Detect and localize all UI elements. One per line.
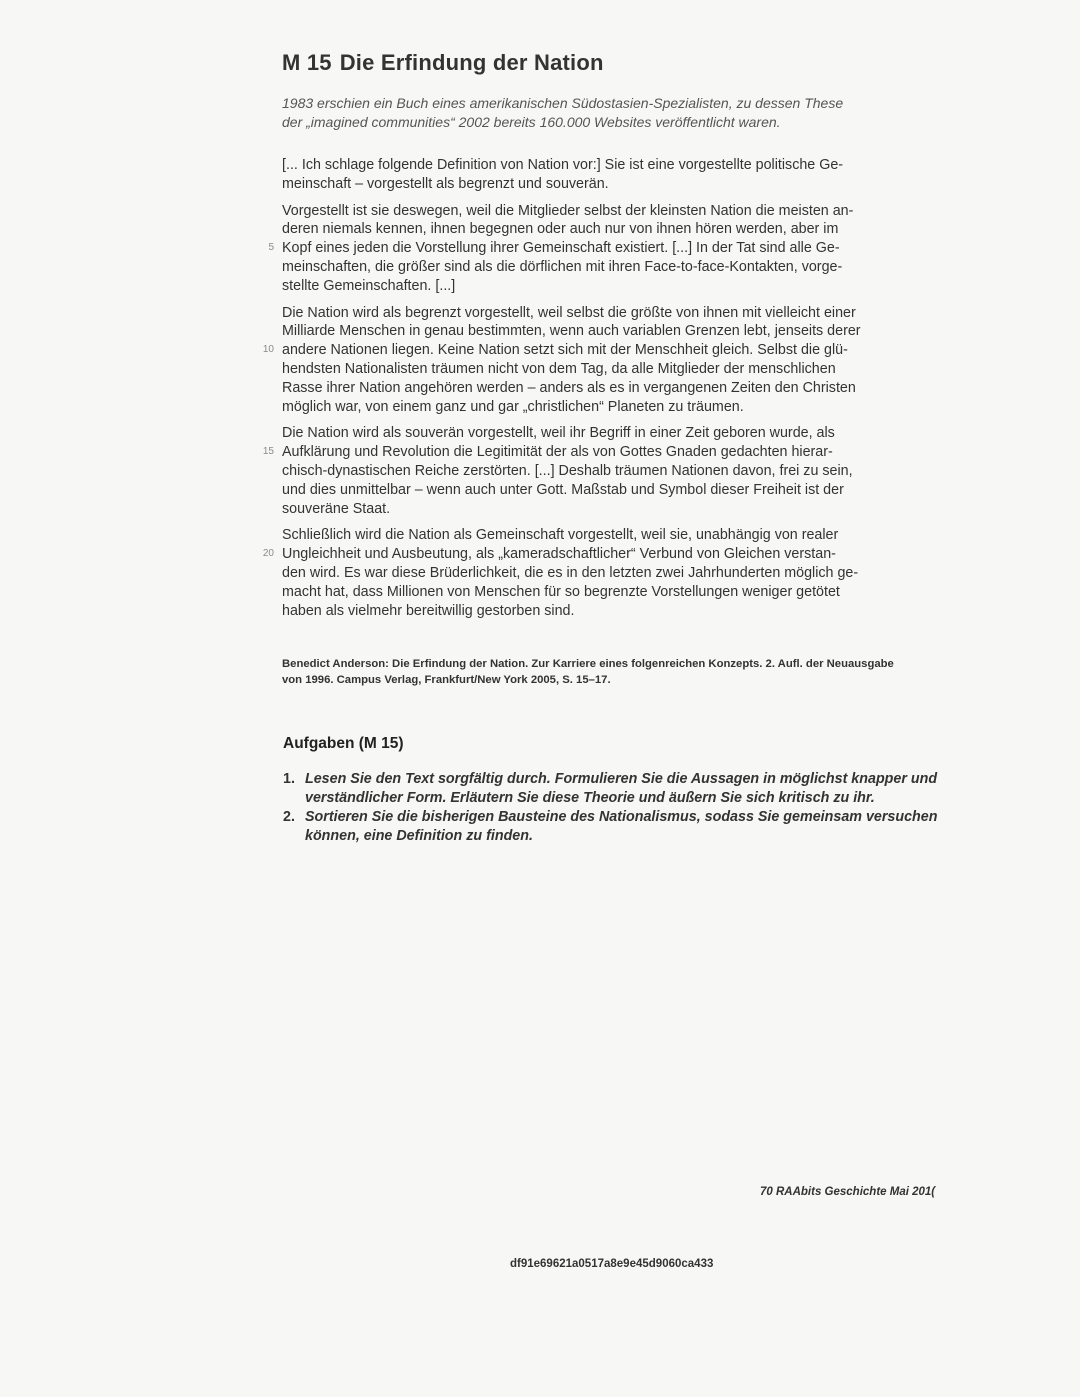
intro-line: der „imagined communities“ 2002 bereits 160.000 Websites veröffentlicht waren.	[282, 114, 781, 130]
text-line	[282, 156, 950, 175]
text-line	[282, 398, 950, 417]
line-text: [... Ich schlage folgende Definition von Nation vor:] Sie ist eine vorgestellte politische Ge-	[282, 157, 844, 173]
line-text: macht hat, dass Millionen von Menschen für so begrenzte Vorstellungen weniger getötet	[282, 583, 840, 600]
text-paragraph	[262, 304, 950, 417]
footer-reference: 70 RAAbits Geschichte Mai 201(	[760, 1186, 936, 1198]
line-number: 20	[262, 548, 274, 560]
line-text: Rasse ihrer Nation angehören werden – anders als es in vergangenen Zeiten den Christen	[282, 379, 856, 396]
text-line	[282, 500, 950, 519]
text-line	[262, 443, 950, 462]
text-paragraph	[262, 424, 950, 518]
text-line	[282, 322, 950, 341]
main-text	[262, 156, 950, 628]
text-line	[282, 379, 950, 398]
source-line: Benedict Anderson: Die Erfindung der Nation. Zur Karriere eines folgenreichen Konzepts. 2. Aufl. der Neuausgabe	[282, 658, 894, 670]
line-text: Milliarde Menschen in genau bestimmten, wenn auch variablen Grenzen lebt, jenseits derer	[282, 323, 861, 340]
text-line	[282, 564, 950, 583]
line-number: 10	[262, 344, 274, 356]
line-text: souveräne Staat.	[282, 500, 391, 517]
line-text: deren niemals kennen, ihnen begegnen oder auch nur von ihnen hören werden, aber im	[282, 221, 839, 238]
line-text: stellte Gemeinschaften. [...]	[282, 277, 456, 294]
text-line	[282, 277, 950, 296]
line-text: Ungleichheit und Ausbeutung, als „kameradschaftlicher“ Verbund von Gleichen verstan-	[282, 546, 836, 563]
text-line	[282, 304, 950, 323]
task-number: 1.	[283, 771, 295, 787]
line-text: Aufklärung und Revolution die Legitimität der als von Gottes Gnaden gedachten hierar-	[282, 444, 833, 461]
text-line	[282, 258, 950, 277]
page-title	[282, 50, 604, 76]
text-line	[282, 481, 950, 500]
text-line	[262, 341, 950, 360]
source-citation	[282, 656, 950, 688]
task-text: Lesen Sie den Text sorgfältig durch. Formulieren Sie die Aussagen in möglichst knapper und verständlicher Form. Erläutern Sie diese Theorie und äußern Sie sich kritisch zu ihr.	[305, 771, 938, 806]
line-text: den wird. Es war diese Brüderlichkeit, die es in den letzten zwei Jahrhunderten möglich ge-	[282, 564, 859, 581]
tasks-list	[283, 770, 951, 846]
task-item	[283, 770, 951, 808]
intro-line: 1983 erschien ein Buch eines amerikanischen Südostasien-Spezialisten, zu dessen These	[282, 95, 844, 111]
line-text: andere Nationen liegen. Keine Nation setzt sich mit der Menschheit gleich. Selbst die glü-	[282, 342, 848, 359]
line-text: chisch-dynastischen Reiche zerstörten. [...] Deshalb träumen Nationen davon, frei zu sein,	[282, 462, 853, 479]
text-line	[282, 462, 950, 481]
line-text: haben als vielmehr bereitwillig gestorben sind.	[282, 602, 575, 619]
line-number: 5	[268, 242, 274, 254]
line-text: Die Nation wird als souverän vorgestellt, weil ihr Begriff in einer Zeit geboren wurde, als	[282, 425, 835, 442]
text-paragraph	[262, 526, 950, 620]
material-code: M 15	[282, 50, 332, 75]
line-text: Kopf eines jeden die Vorstellung ihrer Gemeinschaft existiert. [...] In der Tat sind alle Ge-	[282, 240, 840, 257]
text-line	[282, 360, 950, 379]
text-paragraph	[282, 156, 950, 194]
line-text: Vorgestellt ist sie deswegen, weil die Mitglieder selbst der kleinsten Nation die meisten an-	[282, 202, 854, 219]
text-line	[282, 526, 950, 545]
source-line: von 1996. Campus Verlag, Frankfurt/New York 2005, S. 15–17.	[282, 674, 611, 686]
text-line	[282, 220, 950, 239]
text-line	[282, 602, 950, 621]
line-number: 15	[262, 446, 274, 458]
task-text: Sortieren Sie die bisherigen Bausteine des Nationalismus, sodass Sie gemeinsam versuchen können, eine Definition zu finden.	[305, 809, 938, 844]
line-text: hendsten Nationalisten träumen nicht von dem Tag, da alle Mitglieder der menschlichen	[282, 360, 836, 377]
line-text: Die Nation wird als begrenzt vorgestellt, weil selbst die größte von ihnen mit vielleicht einer	[282, 304, 856, 321]
task-item	[283, 808, 951, 846]
text-line	[282, 175, 950, 194]
line-text: Schließlich wird die Nation als Gemeinschaft vorgestellt, weil sie, unabhängig von realer	[282, 527, 839, 544]
line-text: meinschaft – vorgestellt als begrenzt und souverän.	[282, 175, 609, 192]
text-line	[268, 239, 950, 258]
line-text: und dies unmittelbar – wenn auch unter Gott. Maßstab und Symbol dieser Freiheit ist der	[282, 481, 844, 498]
material-title: Die Erfindung der Nation	[339, 50, 604, 75]
tasks-heading: Aufgaben (M 15)	[283, 735, 404, 752]
task-number: 2.	[283, 809, 295, 825]
document-hash: df91e69621a0517a8e9e45d9060ca433	[510, 1258, 714, 1270]
line-text: möglich war, von einem ganz und gar „christlichen“ Planeten zu träumen.	[282, 398, 744, 415]
intro-text	[282, 94, 950, 132]
text-line	[282, 583, 950, 602]
text-line	[282, 424, 950, 443]
text-paragraph	[268, 202, 950, 296]
text-line	[282, 202, 950, 221]
text-line	[262, 545, 950, 564]
line-text: meinschaften, die größer sind als die dörflichen mit ihren Face-to-face-Kontakten, vorge-	[282, 258, 843, 275]
